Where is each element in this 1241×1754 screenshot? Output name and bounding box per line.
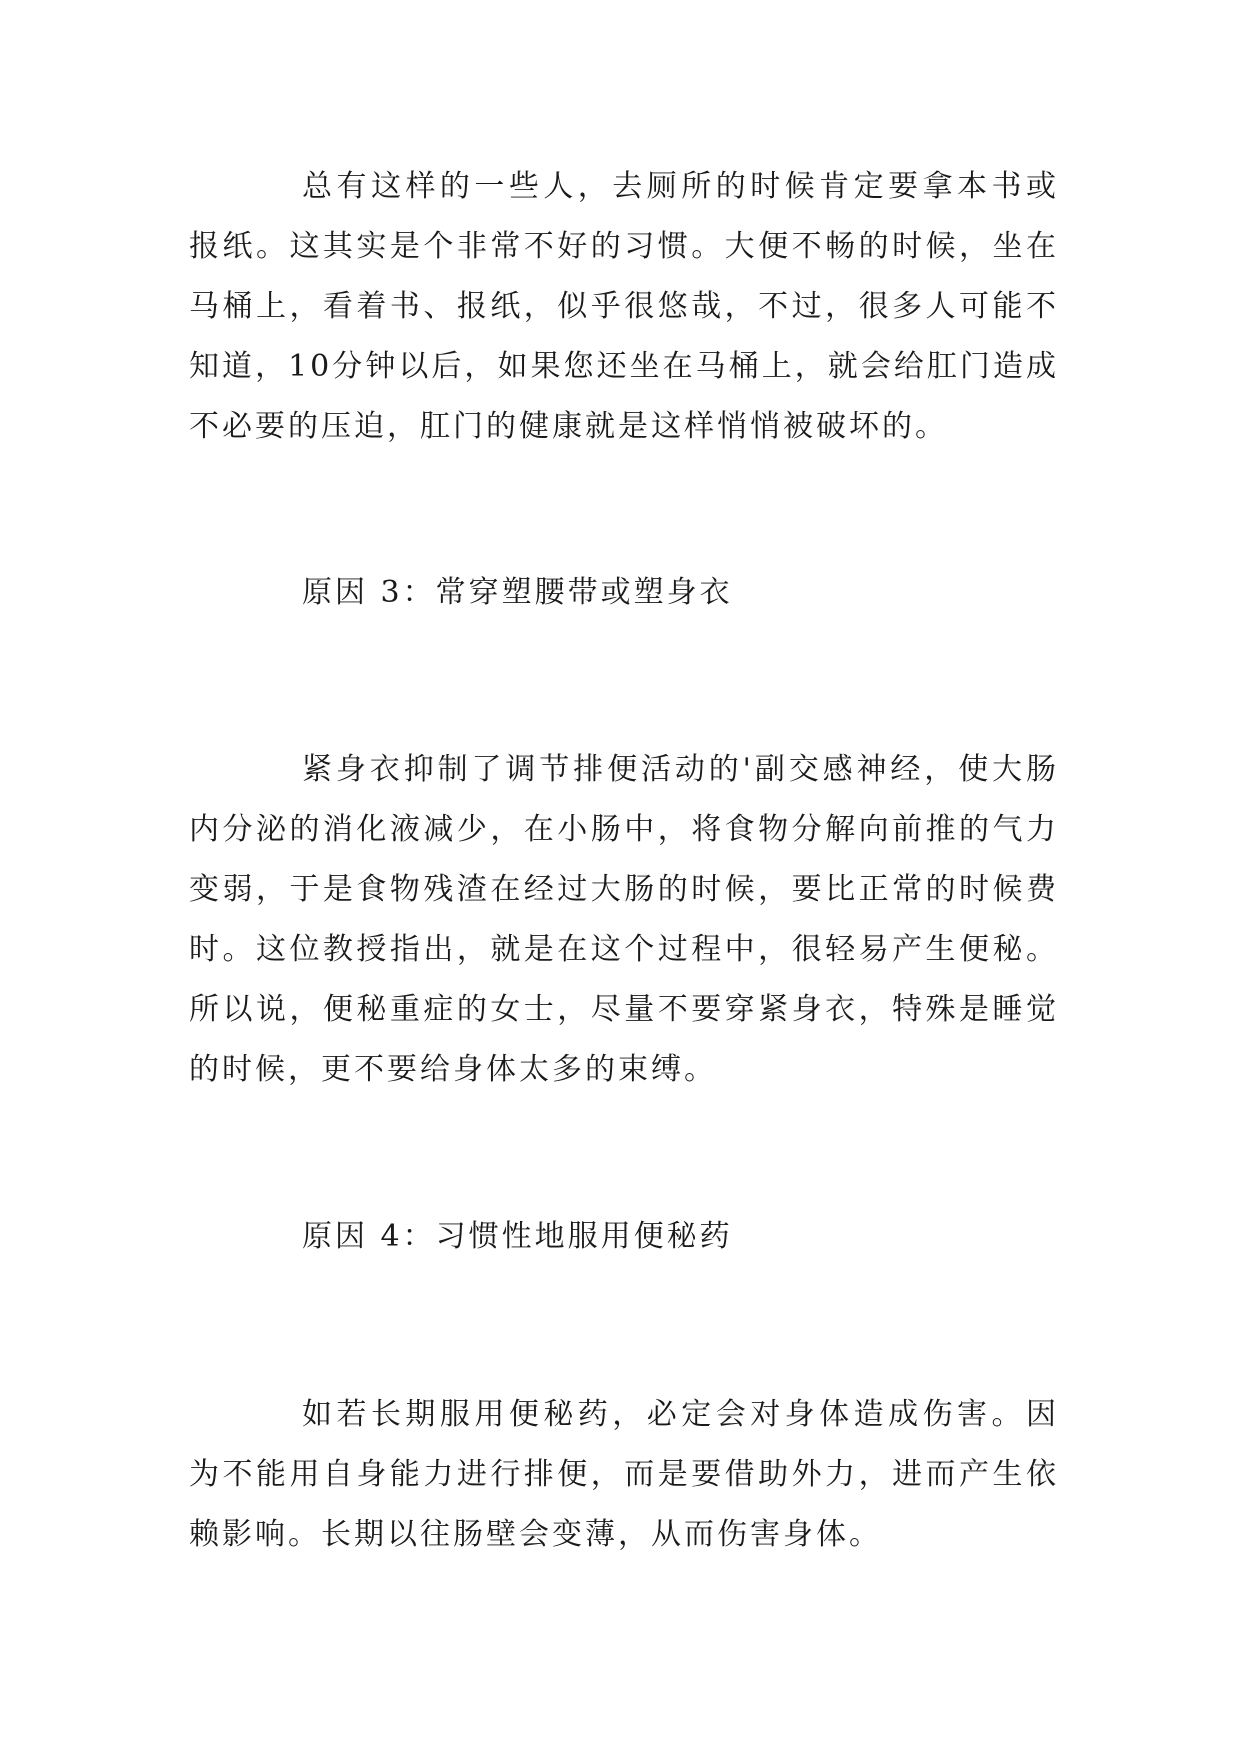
paragraph-laxative-use: 如若长期服用便秘药，必定会对身体造成伤害。因为不能用自身能力进行排便，而是要借助外力，进而产生依赖影响。长期以往肠壁会变薄，从而伤害身体。 (189, 1397, 1059, 1552)
paragraph-toilet-reading: 总有这样的一些人，去厕所的时候肯定要拿本书或报纸。这其实是个非常不好的习惯。大便不畅的时候，坐在马桶上，看着书、报纸，似乎很悠哉，不过，很多人可能不知道，10分钟以后，如果您还坐在马桶上，就会给肛门造成不必要的压迫，肛门的健康就是这样悄悄被破坏的。 (189, 169, 1059, 444)
heading-reason-4: 原因 4：习惯性地服用便秘药 (302, 1219, 733, 1254)
paragraph-tight-clothing: 紧身衣抑制了调节排便活动的'副交感神经，使大肠内分泌的消化液减少，在小肠中，将食物分解向前推的气力变弱，于是食物残渣在经过大肠的时候，要比正常的时候费时。这位教授指出，就是在这个过程中，很轻易产生便秘。所以说，便秘重症的女士，尽量不要穿紧身衣，特殊是睡觉的时候，更不要给身体太多的束缚。 (189, 752, 1059, 1087)
heading-reason-3: 原因 3：常穿塑腰带或塑身衣 (302, 575, 733, 610)
